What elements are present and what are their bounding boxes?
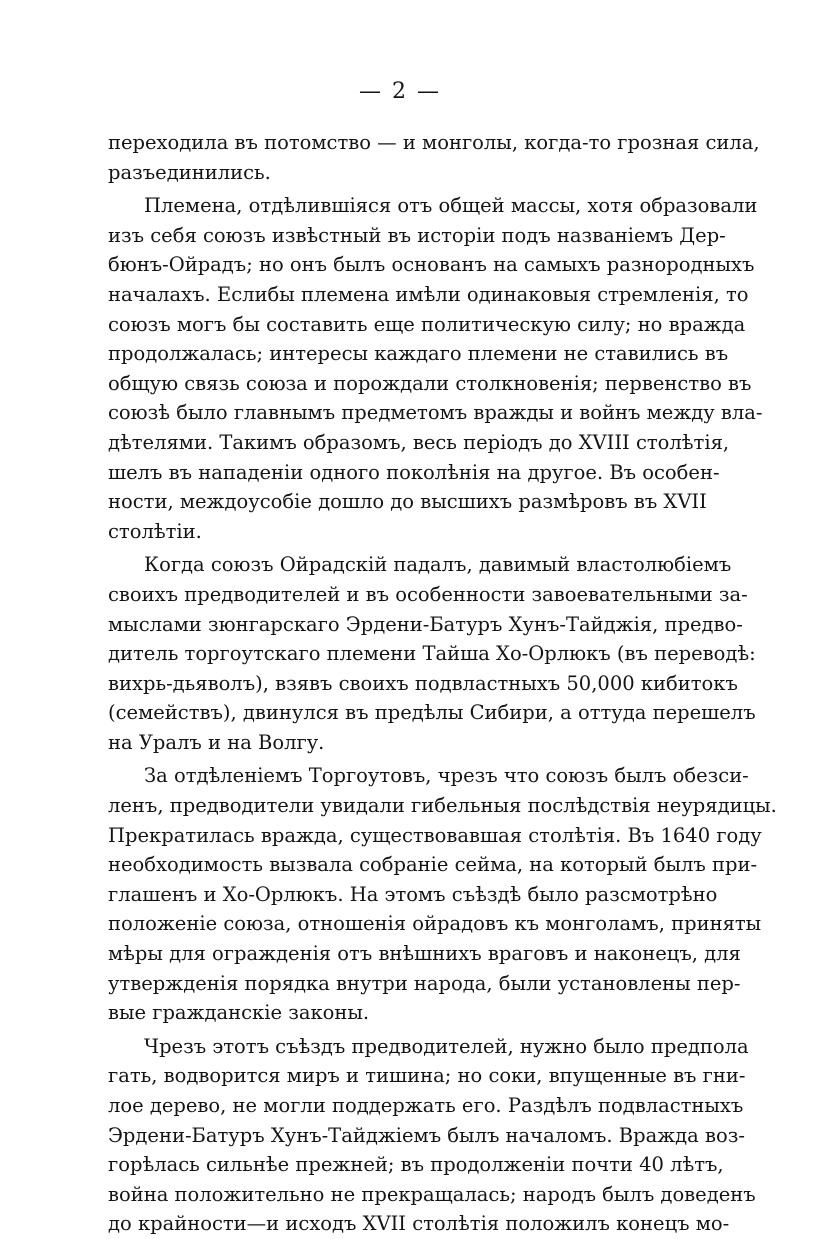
text-line: ленъ, предводители увидали гибельныя послѣдствія неурядицы. bbox=[108, 794, 777, 818]
text-line: Племена, отдѣлившіяся отъ общей массы, хотя образовали bbox=[144, 194, 758, 218]
text-line: столѣтіи. bbox=[108, 519, 202, 543]
text-line: Прекратилась вражда, существовавшая столѣтія. Въ 1640 году bbox=[108, 823, 762, 847]
text-line: изъ себя союзъ извѣстный въ исторіи подъ названіемъ Дер- bbox=[108, 223, 726, 247]
text-line: вихрь-дьяволъ), взявъ своихъ подвластныхъ 50,000 кибитокъ bbox=[108, 671, 738, 695]
text-line: разъединились. bbox=[108, 160, 271, 184]
text-line: За отдѣленіемъ Торгоутовъ, чрезъ что союзъ былъ обезси- bbox=[144, 764, 749, 788]
text-line: вые гражданскіе законы. bbox=[108, 1001, 370, 1025]
page-number: — 2 — bbox=[359, 79, 441, 104]
text-line: необходимость вызвала собраніе сейма, на который былъ при- bbox=[108, 853, 758, 877]
text-line: дитель торгоутскаго племени Тайша Хо-Орлюкъ (въ переводѣ: bbox=[108, 642, 756, 666]
text-line: гать, водворится миръ и тишина; но соки, впущенные въ гни- bbox=[108, 1064, 746, 1088]
text-line: Когда союзъ Ойрадскій падалъ, давимый властолюбіемъ bbox=[144, 553, 732, 577]
paragraph bbox=[108, 1032, 756, 1239]
text-line: до крайности—и исходъ XVII столѣтія положилъ конецъ мо- bbox=[108, 1212, 730, 1236]
paragraph bbox=[108, 191, 763, 546]
text-line: на Уралъ и на Волгу. bbox=[108, 730, 325, 754]
text-line: лое дерево, не могли поддержать его. Раздѣлъ подвластныхъ bbox=[108, 1094, 744, 1117]
text-line: своихъ предводителей и въ особенности завоевательными за- bbox=[108, 582, 748, 606]
text-line: союзъ могъ бы составить еще политическую силу; но вражда bbox=[108, 312, 746, 336]
paragraph bbox=[108, 761, 777, 1027]
text-line: ности, междоусобіе дошло до высшихъ размѣровъ въ XVII bbox=[108, 490, 707, 514]
text-line: шелъ въ нападеніи одного поколѣнія на другое. Въ особен- bbox=[108, 460, 720, 484]
text-line: мыслами зюнгарскаго Эрдени-Батуръ Хунъ-Тайджія, предво- bbox=[108, 612, 743, 636]
text-line: Чрезъ этотъ съѣздъ предводителей, нужно было предпола bbox=[144, 1034, 749, 1058]
text-line: союзѣ было главнымъ предметомъ вражды и войнъ между вла- bbox=[108, 401, 763, 425]
text-line: война положительно не прекращалась; народъ былъ доведенъ bbox=[108, 1182, 756, 1206]
text-line: дѣтелями. Такимъ образомъ, весь періодъ до XVIII столѣтія, bbox=[108, 430, 730, 454]
text-line: переходила въ потомство — и монголы, когда-то грозная сила, bbox=[108, 131, 760, 154]
text-line: общую связь союза и порождали столкновенія; первенство въ bbox=[108, 371, 752, 395]
text-line: бюнъ-Ойрадъ; но онъ былъ основанъ на самыхъ разнородныхъ bbox=[108, 253, 755, 277]
text-line: глашенъ и Хо-Орлюкъ. На этомъ съѣздѣ было разсмотрѣно bbox=[108, 882, 718, 906]
text-line: положеніе союза, отношенія ойрадовъ къ монголамъ, приняты bbox=[108, 912, 762, 936]
text-line: горѣлась сильнѣе прежней; въ продолженіи почти 40 лѣтъ, bbox=[108, 1153, 724, 1177]
text-line: продолжалась; интересы каждаго племени не ставились въ bbox=[108, 342, 729, 366]
text-line: (семействъ), двинулся въ предѣлы Сибири, а оттуда перешелъ bbox=[108, 701, 756, 725]
body-text bbox=[108, 128, 777, 1239]
paragraph bbox=[108, 550, 756, 757]
text-line: мѣры для огражденія отъ внѣшнихъ враговъ и наконецъ, для bbox=[108, 942, 741, 966]
text-line: утвержденія порядка внутри народа, были установлены пер- bbox=[108, 971, 741, 995]
text-line: Эрдени-Батуръ Хунъ-Тайджіемъ былъ началомъ. Вражда воз- bbox=[108, 1123, 745, 1147]
paragraph bbox=[108, 128, 760, 187]
text-line: началахъ. Еслибы племена имѣли одинаковыя стремленія, то bbox=[108, 282, 749, 306]
